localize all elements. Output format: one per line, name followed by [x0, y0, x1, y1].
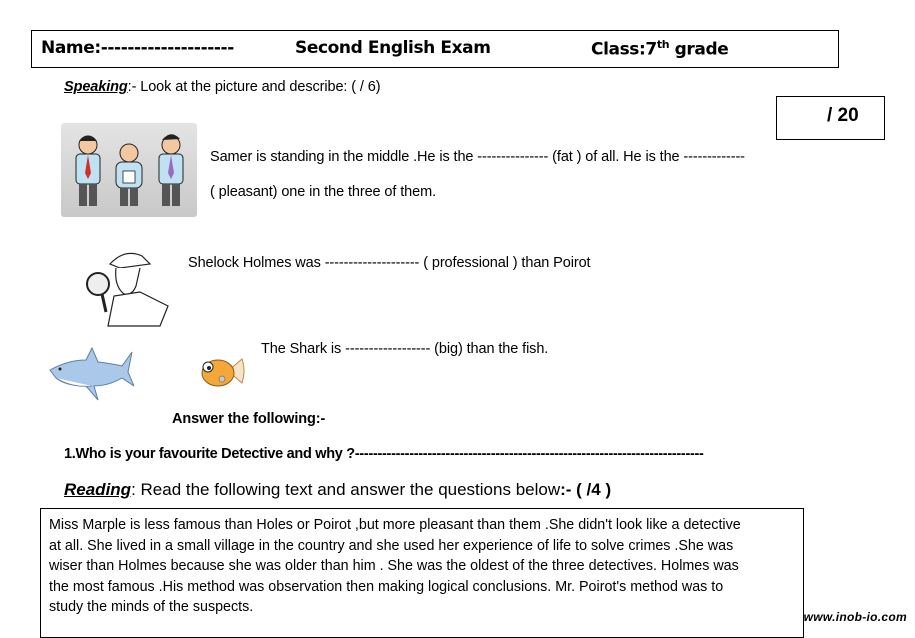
answer-heading: Answer the following:- [172, 411, 326, 427]
reading-passage [40, 508, 804, 638]
shark-and-fish-illustration [48, 346, 134, 402]
exam-title: Second English Exam [295, 38, 491, 58]
speaking-item-2-line-1: Shelock Holmes was -------------------- ( professional ) than Poirot [188, 255, 591, 271]
three-men-image [61, 123, 197, 217]
exam-header [31, 30, 839, 68]
three-men-illustration [61, 123, 197, 217]
speaking-label: Speaking [64, 79, 128, 95]
speaking-item-3-line-1: The Shark is ------------------ (big) than the fish. [261, 341, 549, 357]
question-1: 1.Who is your favourite Detective and why ?----------------------------------------------------------------------------- [64, 446, 704, 462]
fish-image [198, 351, 246, 393]
class-label: Class:7th grade [591, 38, 729, 60]
shark-image [48, 346, 134, 402]
reading-marks: :- ( /4 ) [560, 480, 612, 499]
passage-line: at all. She lived in a small village in the country and she used her experience of life to solve crimes .She was [49, 537, 734, 554]
site-watermark: www.inob-io.com [803, 610, 907, 624]
passage-line: the most famous .His method was observation then making logical conclusions. Mr. Poirot's method was to [49, 578, 724, 595]
detective-image [80, 246, 175, 330]
total-score: / 20 [827, 105, 859, 126]
reading-label: Reading [64, 480, 132, 499]
passage-line: Miss Marple is less famous than Holes or Poirot ,but more pleasant than them .She didn't look like a detective [49, 517, 741, 533]
passage-line: study the minds of the suspects. [49, 599, 254, 616]
name-field[interactable]: Name:-------------------- [41, 38, 234, 58]
passage-line: wiser than Holmes because she was older than him . She was the oldest of the three detectives. Holmes was [49, 558, 739, 575]
speaking-instruction: Speaking:- Look at the picture and describe: ( / 6) [64, 79, 381, 95]
fish-icon [198, 351, 246, 393]
speaking-item-1-line-2: ( pleasant) one in the three of them. [210, 184, 437, 200]
speaking-item-1-line-1: Samer is standing in the middle .He is the --------------- (fat ) of all. He is the ------------- [210, 149, 745, 165]
detective-magnifying-glass-illustration [80, 246, 175, 330]
total-score-box [776, 96, 885, 140]
reading-instruction: Reading: Read the following text and answer the questions below:- ( /4 ) [64, 480, 612, 499]
